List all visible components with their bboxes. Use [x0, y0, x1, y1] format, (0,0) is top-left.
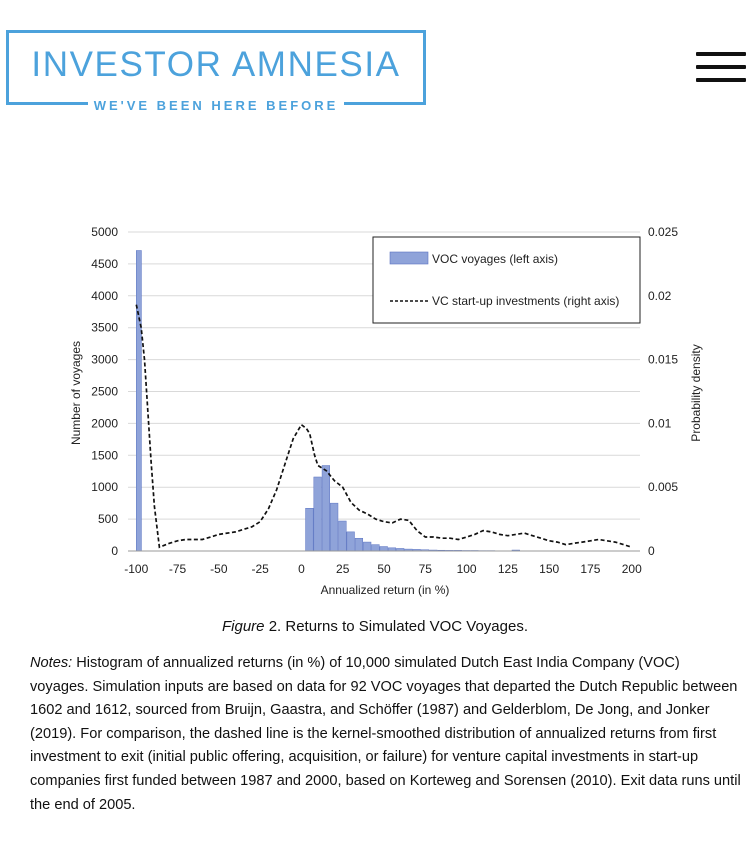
histogram-bar [314, 477, 322, 551]
histogram-bar [339, 521, 347, 551]
x-tick-label: 100 [456, 562, 477, 576]
legend-line-label: VC start-up investments (right axis) [432, 294, 620, 308]
histogram-bar [372, 545, 380, 551]
x-tick-label: 150 [539, 562, 560, 576]
notes-label: Notes: [30, 655, 73, 671]
histogram-bar [355, 538, 363, 551]
menu-bar-bottom [696, 78, 746, 82]
returns-chart [0, 215, 750, 605]
y-left-tick-label: 5000 [91, 225, 118, 239]
x-tick-label: 50 [377, 562, 391, 576]
legend-bar-swatch [390, 252, 428, 264]
y-left-tick-label: 3500 [91, 320, 118, 335]
notes-text: Histogram of annualized returns (in %) of 10,000 simulated Dutch East India Company (VOC) voyages. Simulation inputs are based on data for 92 VOC voyages that departed the Dutch Republic between 1602 and 1612, sourced from Bruijn, Gaastra, and Schöffer (1987) and Gelderblom, De Jong, and Jonker (2019). For comparison, the dashed line is the kernel-smoothed distribution of annualized returns from first investment to exit (initial public offering, acquisition, or failure) for venture capital investments in start-up companies first funded between 1987 and 2000, based on Korteweg and Sorensen (2010). Exit data runs until the end of 2005. [30, 655, 741, 813]
logo-title: INVESTOR AMNESIA [31, 45, 401, 84]
density-line-layer [136, 305, 631, 548]
legend-box [373, 237, 640, 323]
x-tick-label: 125 [497, 562, 518, 576]
histogram-bar [380, 547, 388, 551]
x-tick-label: 175 [580, 562, 601, 576]
menu-bar-top [696, 52, 746, 56]
y-right-tick-label: 0 [648, 544, 655, 558]
logo-tagline-wrap [9, 97, 423, 115]
histogram-bar [347, 532, 355, 551]
figure-caption [0, 618, 750, 635]
y-right-tick-label: 0.025 [648, 225, 679, 239]
y-axis-left-label: Number of voyages [69, 340, 83, 446]
histogram-bar [136, 251, 141, 551]
histogram-bar [322, 466, 330, 551]
legend [373, 237, 640, 323]
y-left-tick-label: 1000 [91, 480, 118, 495]
menu-bar-middle [696, 65, 746, 69]
y-left-tick-label: 4500 [91, 256, 118, 271]
caption-label: Figure [222, 618, 265, 635]
x-tick-label: -75 [168, 562, 187, 576]
x-tick-label: -100 [124, 562, 149, 576]
x-tick-label: -50 [210, 562, 228, 576]
x-tick-label: 0 [298, 562, 305, 576]
y-right-tick-label: 0.005 [648, 480, 679, 495]
x-tick-label: 200 [621, 562, 642, 576]
y-left-tick-label: 500 [97, 512, 118, 527]
site-logo[interactable] [6, 30, 426, 113]
x-tick-label: -25 [251, 562, 269, 576]
x-tick-label: 25 [336, 562, 350, 576]
histogram-bar [330, 503, 338, 551]
y-left-tick-label: 2500 [91, 384, 118, 399]
x-tick-label: 75 [418, 562, 432, 576]
y-right-tick-label: 0.02 [648, 288, 672, 303]
y-left-tick-label: 2000 [91, 416, 118, 431]
x-axis-label: Annualized return (in %) [320, 583, 450, 597]
y-right-tick-label: 0.01 [648, 416, 672, 431]
legend-bar-label: VOC voyages (left axis) [432, 252, 559, 266]
y-right-tick-label: 0.015 [648, 352, 679, 367]
vc-density-line [136, 305, 631, 548]
y-left-tick-label: 1500 [91, 448, 118, 463]
y-left-tick-label: 3000 [91, 352, 118, 367]
histogram-bar [306, 508, 314, 551]
caption-text: 2. Returns to Simulated VOC Voyages. [264, 618, 528, 635]
y-left-tick-label: 4000 [91, 288, 118, 303]
figure-notes [30, 652, 742, 817]
y-left-tick-label: 0 [111, 544, 118, 558]
histogram-bar [363, 542, 371, 551]
y-axis-right-label: Probability density [689, 344, 703, 442]
logo-tagline: WE'VE BEEN HERE BEFORE [88, 98, 345, 113]
hamburger-menu-icon[interactable] [696, 52, 746, 86]
